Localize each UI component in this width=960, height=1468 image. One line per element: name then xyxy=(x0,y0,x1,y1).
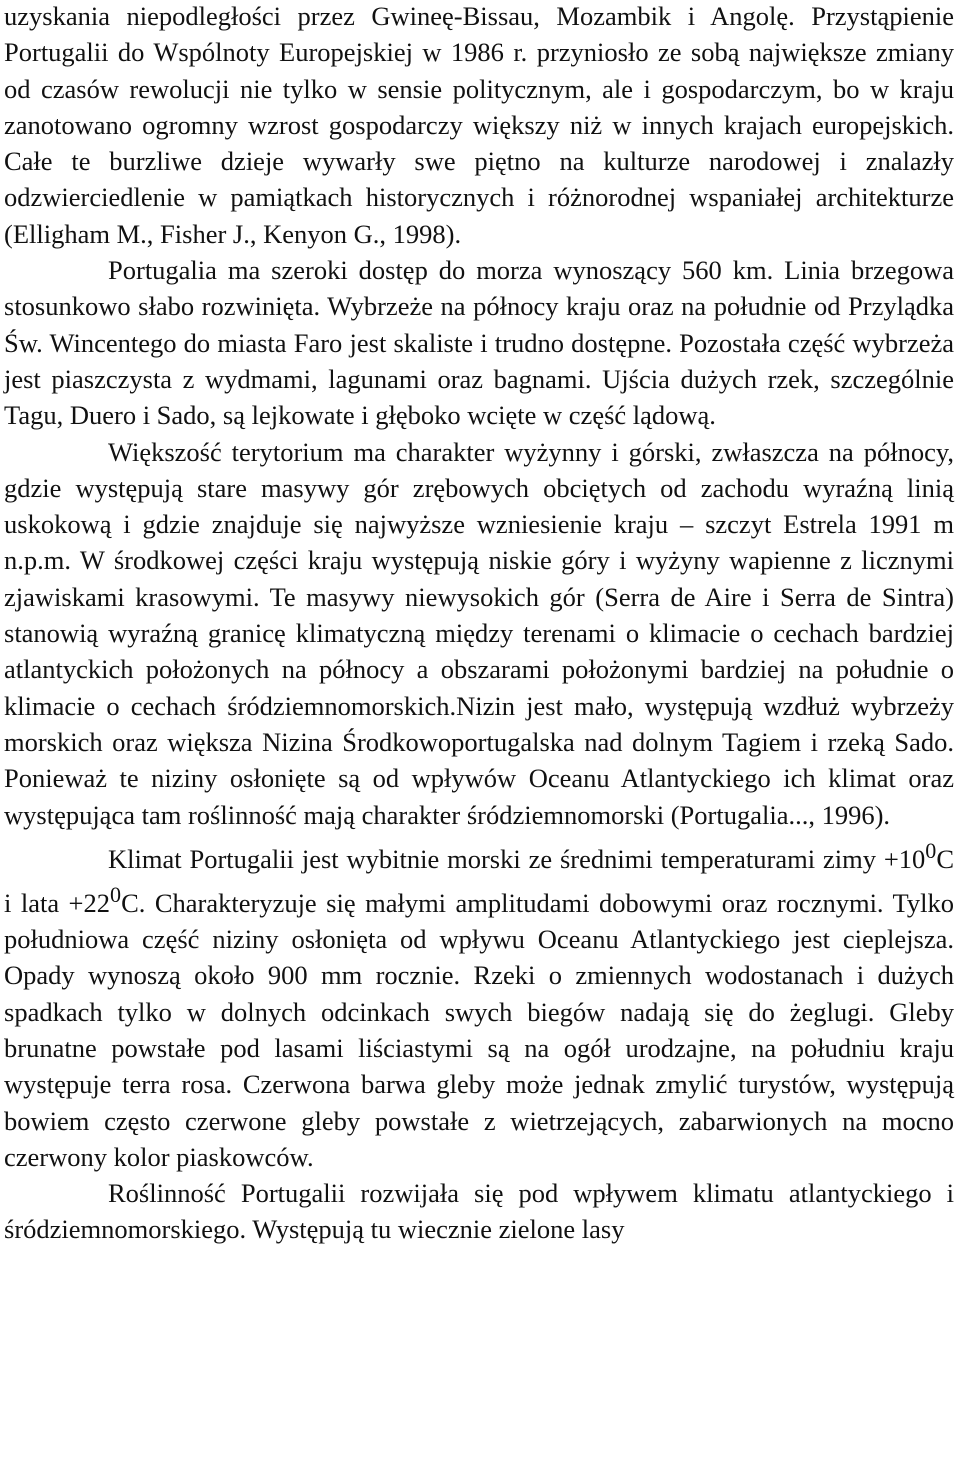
paragraph-coastline: Portugalia ma szeroki dostęp do morza wynoszący 560 km. Linia brzegowa stosunkowo słabo rozwinięta. Wybrzeże na północy kraju oraz na południe od Przylądka Św. Wincentego do miasta Faro jest skaliste i trudno dostępne. Pozostała część wybrzeża jest piaszczysta z wydmami, lagunami oraz bagnami. Ujścia dużych rzek, szczególnie Tagu, Duero i Sado, są lejkowate i głęboko wcięte w część lądową. xyxy=(4,255,954,431)
paragraph-climate xyxy=(4,833,954,1175)
climate-text-after: C. Charakteryzuje się małymi amplitudami dobowymi oraz rocznymi. Tylko południowa część niziny osłonięta od wpływu Oceanu Atlantyckiego jest cieplejsza. Opady wynoszą około 900 mm rocznie. Rzeki o zmiennych wodostanach i dużych spadkach tylko w dolnych odcinkach swych biegów nadają się do żeglugi. Gleby brunatne powstałe pod lasami liściastymi są na ogół urodzajne, na południu kraju występuje terra rosa. Czerwona barwa gleby może jednak zmylić turystów, występują bowiem często czerwone gleby powstałe z wietrzejących, zabarwionych na mocno czerwony kolor piaskowców. xyxy=(4,887,955,1172)
degree-superscript-summer: 0 xyxy=(110,881,122,907)
paragraph-relief: Większość terytorium ma charakter wyżynny i górski, zwłaszcza na północy, gdzie występują stare masywy gór zrębowych obciętych od zachodu wyraźną linią uskokową i gdzie znajduje się najwyższe wzniesienie kraju – szczyt Estrela 1991 m n.p.m. W środkowej części kraju występują niskie góry i wyżyny wapienne z licznymi zjawiskami krasowymi. Te masywy niewysokich gór (Serra de Aire i Serra de Sintra) stanowią wyraźną granicę klimatyczną między terenami o klimacie o cechach bardziej atlantyckich położonych na północy a obszarami położonymi bardziej na południe o klimacie o cechach śródziemnomorskich.Nizin jest mało, występują wzdłuż wybrzeży morskich oraz większa Nizina Środkowoportugalska nad dolnym Tagiem i rzeką Sado. Ponieważ te niziny osłonięte są od wpływów Oceanu Atlantyckiego ich klimat oraz występująca tam roślinność mają charakter śródziemnomorski (Portugalia..., 1996). xyxy=(4,436,954,830)
paragraph-vegetation: Roślinność Portugalii rozwijała się pod wpływem klimatu atlantyckiego i śródziemnomorskiego. Występują tu wiecznie zielone lasy xyxy=(4,1178,954,1245)
degree-superscript-winter: 0 xyxy=(925,837,937,863)
climate-text-before: Klimat Portugalii jest wybitnie morski ze średnimi temperaturami zimy +10 xyxy=(108,843,926,874)
paragraph-independence-and-eu: uzyskania niepodległości przez Gwineę-Bissau, Mozambik i Angolę. Przystąpienie Portugalii do Wspólnoty Europejskiej w 1986 r. przyniosło ze sobą największe zmiany od czasów rewolucji nie tylko w sensie politycznym, ale i gospodarczym, bo w kraju zanotowano ogromny wzrost gospodarczy większy niż w innych krajach europejskich. Całe te burzliwe dzieje wywarły swe piętno na kulturze narodowej i znalazły odzwierciedlenie w pamiątkach historycznych i różnorodnej wspaniałej architekturze (Elligham M., Fisher J., Kenyon G., 1998). xyxy=(4,1,954,249)
climate-text-mid: C i lata +22 xyxy=(4,843,954,918)
